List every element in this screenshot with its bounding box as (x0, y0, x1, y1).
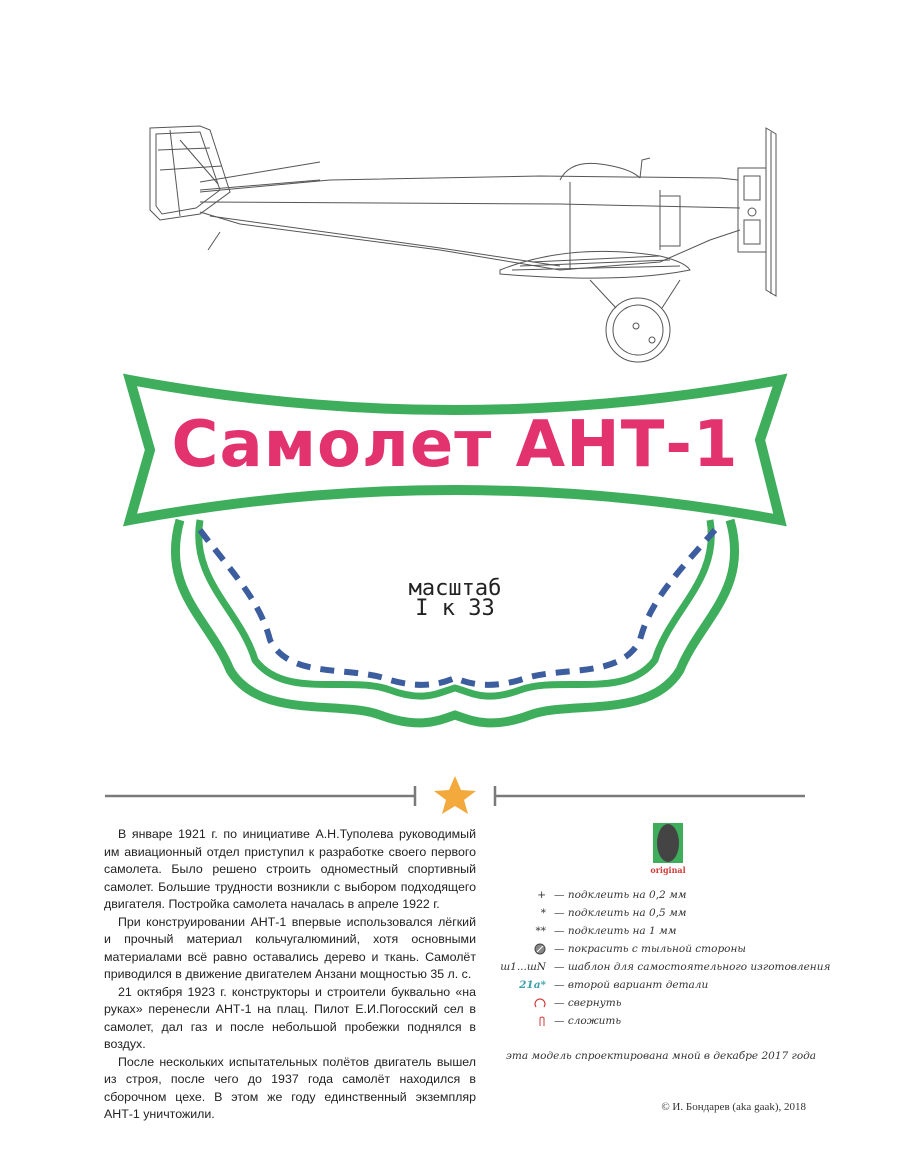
design-note: эта модель спроектирована мной в декабре 2017 года (506, 1050, 817, 1062)
gray-circle-icon (500, 943, 546, 955)
article-text (104, 826, 476, 1124)
legend-item (500, 997, 820, 1015)
legend-symbol: ш1...шN (500, 961, 546, 973)
legend-item (500, 1015, 820, 1033)
star-icon (434, 776, 476, 814)
copyright: © И. Бондарев (aka gaak), 2018 (661, 1101, 806, 1113)
legend-text: — подклеить на 1 мм (554, 925, 677, 937)
legend-item (500, 979, 820, 997)
legend-item (500, 961, 831, 979)
legend-symbol: ** (535, 925, 546, 937)
airplane-drawing (140, 120, 780, 370)
legend-symbol: + (537, 889, 546, 901)
scale-value: I к 33 (415, 596, 495, 621)
scale-label: масштаб (408, 576, 502, 601)
fold-icon (500, 1015, 546, 1027)
legend-item (500, 925, 820, 943)
legend-item (500, 943, 820, 961)
legend-text: — второй вариант детали (554, 979, 709, 991)
article-paragraph: После нескольких испытательных полётов двигатель вышел из строя, после чего до 1937 года самолёт находился в сборочном цехе. В этом же году единственный экземпляр АНТ-1 уничтожили. (104, 1054, 476, 1121)
legend-text: — шаблон для самостоятельного изготовления (554, 961, 831, 973)
legend-item (500, 907, 820, 925)
wavy-frame (175, 520, 734, 723)
roll-icon (500, 997, 546, 1009)
article-paragraph: При конструировании АНТ-1 впервые использовался лёгкий и прочный материал кольчугалюминий, хотя основными материалами всё равно оставались дерево и ткань. Самолёт приводился в движение двигателем Анзани мощностью 35 л. с. (104, 914, 476, 981)
legend-symbol: 21а* (519, 979, 546, 991)
star-divider (105, 770, 805, 820)
legend-item (500, 889, 820, 907)
legend-text: — подклеить на 0,5 мм (554, 907, 687, 919)
legend-text: — подклеить на 0,2 мм (554, 889, 687, 901)
legend (500, 889, 831, 1033)
legend-text: — сложить (554, 1015, 622, 1027)
original-label: original (650, 865, 686, 875)
legend-text: — покрасить с тыльной стороны (554, 943, 746, 955)
page-title: Самолет АНТ-1 (171, 408, 739, 482)
article-paragraph: 21 октября 1923 г. конструкторы и строители буквально «на руках» перенесли АНТ-1 на плац. Пилот Е.И.Погосский сел в самолет, дал газ и после небольшой пробежки поднялся в воздух. (104, 984, 476, 1051)
article-paragraph: В январе 1921 г. по инициативе А.Н.Туполева руководимый им авиационный отдел приступил к разработке своего первого самолета. Было решено строить одноместный спортивный самолет. Большие трудности возникли с выбором подходящего двигателя. Постройка самолета началась в апреле 1922 г. (104, 827, 476, 911)
legend-symbol: * (540, 907, 546, 919)
legend-text: — свернуть (554, 997, 622, 1009)
